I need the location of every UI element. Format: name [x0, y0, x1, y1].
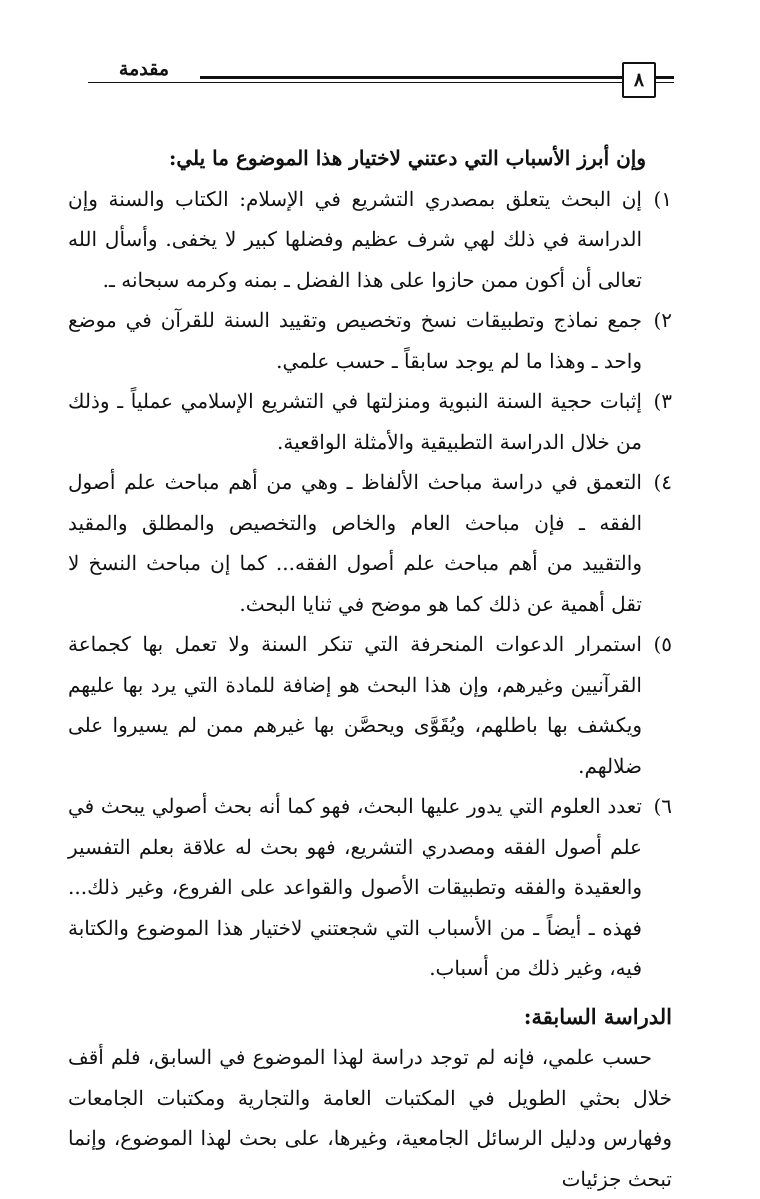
list-item-number: ٦)	[653, 794, 672, 818]
list-item-number: ٤)	[653, 470, 672, 494]
page-body	[68, 138, 672, 1199]
section-heading-previous-study: الدراسة السابقة:	[523, 1003, 672, 1029]
running-title: مقدمة	[88, 58, 200, 80]
intro-line: وإن أبرز الأسباب التي دعتني لاختيار هذا الموضوع ما يلي:	[168, 146, 646, 170]
list-item	[68, 624, 672, 786]
reasons-list	[68, 179, 672, 989]
previous-study-paragraph: حسب علمي، فإنه لم توجد دراسة لهذا الموضوع في السابق، فلم أقف خلال بحثي الطويل في المكتبات العامة والتجارية ومكتبات الجامعات وفهارس ودليل الرسائل الجامعية، وغيرها، على بحث لهذا الموضوع، وإنما تبحث جزئيات	[68, 1045, 672, 1191]
list-item-text: التعمق في دراسة مباحث الألفاظ ـ وهي من أهم مباحث علم أصول الفقه ـ فإن مباحث العام والخاص والتخصيص والمطلق والمقيد والتقييد من أهم مباحث علم أصول الفقه... كما إن مباحث النسخ لا تقل أهمية عن ذلك كما هو موضح في ثنايا البحث.	[68, 470, 642, 616]
list-item	[68, 179, 672, 301]
list-item-text: إن البحث يتعلق بمصدري التشريع في الإسلام: الكتاب والسنة وإن الدراسة في ذلك لهي شرف عظيم وفضلها كبير لا يخفى. وأسأل الله تعالى أن أكون ممن حازوا على هذا الفضل ـ بمنه وكرمه سبحانه ـ.	[68, 186, 642, 292]
page-number: ٨	[622, 62, 656, 98]
list-item-text: تعدد العلوم التي يدور عليها البحث، فهو كما أنه بحث أصولي يبحث في علم أصول الفقه ومصدري التشريع، فهو بحث له علاقة بعلم التفسير والعقيدة والفقه وتطبيقات الأصول والقواعد على الفروع، وغير ذلك... فهذه ـ أيضاً ـ من الأسباب التي شجعتني لاختيار هذا الموضوع والكتابة فيه، وغير ذلك من أسباب.	[68, 794, 642, 980]
list-item	[68, 300, 672, 381]
list-item-text: جمع نماذج وتطبيقات نسخ وتخصيص وتقييد السنة للقرآن في موضع واحد ـ وهذا ما لم يوجد سابقاً ـ حسب علمي.	[68, 308, 642, 373]
list-item	[68, 786, 672, 989]
list-item-number: ٣)	[653, 389, 672, 413]
list-item-text: استمرار الدعوات المنحرفة التي تنكر السنة ولا تعمل بها كجماعة القرآنيين وغيرهم، وإن هذا البحث هو إضافة للمادة التي يرد بها عليهم ويكشف بها باطلهم، ويُقَوَّى ويحصَّن بها غيرهم ممن لم يسيروا على ضلالهم.	[68, 632, 642, 778]
list-item	[68, 381, 672, 462]
list-item	[68, 462, 672, 624]
list-item-number: ٥)	[653, 632, 672, 656]
header-rule-thin	[88, 82, 622, 83]
list-item-number: ٢)	[653, 308, 672, 332]
list-item-text: إثبات حجية السنة النبوية ومنزلتها في التشريع الإسلامي عملياً ـ وذلك من خلال الدراسة التطبيقية والأمثلة الواقعية.	[68, 389, 642, 454]
list-item-number: ١)	[653, 186, 672, 211]
